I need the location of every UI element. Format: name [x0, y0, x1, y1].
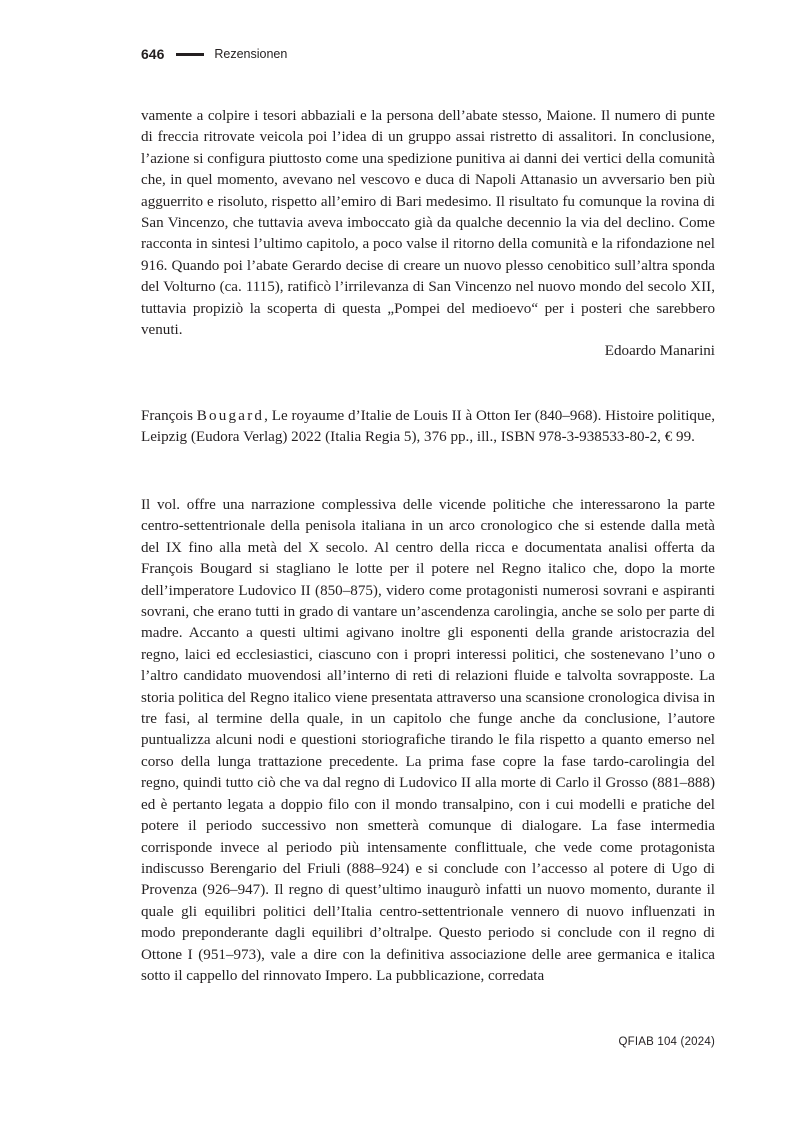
previous-review-text: vamente a colpire i tesori abbaziali e la persona dell’abate stesso, Maione. Il numero di punte di freccia ritrovate veicola poi l’idea di un gruppo assai ristretto di assalitori. In conclusione, l’azione si configura piuttosto come una spedizione punitiva ai danni dei vertici della comunità che, in quel momento, avevano nel vescovo e duca di Napoli Attanasio un avversario ben più agguerrito e risoluto, rispetto all’emiro di Bari medesimo. Il risultato fu comunque la rovina di San Vincenzo, che tuttavia aveva imboccato già da qualche decennio la via del declino. Come racconta in sintesi l’ultimo capitolo, a poco valse il ritorno della comunità e la rifondazione nel 916. Quando poi l’abate Gerardo decise di creare un nuovo plesso cenobitico sull’altra sponda del Volturno (ca. 1115), ratificò l’irrilevanza di San Vincenzo nel nuovo mondo del secolo XII, tuttavia propiziò la scoperta di questa „Pompei del medioevo“ per i posteri che sarebbero venuti. [141, 108, 715, 339]
page-number: 646 [141, 46, 165, 62]
author-last-name: Bougard [196, 408, 265, 424]
reviewer-signature: Edoardo Manarini [604, 343, 715, 360]
previous-review [141, 106, 715, 363]
review-body [141, 495, 715, 987]
book-citation [141, 406, 715, 449]
author-first-name: François [141, 408, 193, 424]
citation-details: , Le royaume d’Italie de Louis II à Otton Ier (840–968). Histoire politique, Leipzig (Eudora Verlag) 2022 (Italia Regia 5), 376 pp., ill., ISBN 978-3-938533-80-2, € 99. [141, 408, 715, 446]
header-rule [176, 53, 204, 56]
journal-footer: QFIAB 104 (2024) [618, 1036, 715, 1048]
review-text: Il vol. offre una narrazione complessiva delle vicende politiche che interessarono la parte centro-settentrionale della penisola italiana in un arco cronologico che si estende dalla metà del IX fino alla metà del X secolo. Al centro della ricca e documentata analisi offerta da François Bougard si stagliano le lotte per il potere nel Regno italico che, dopo la morte dell’imperatore Ludovico II (850–875), videro come protagonisti numerosi sovrani e aspiranti sovrani, che erano tutti in grado di vantare un’ascendenza carolingia, anche se solo per parte di madre. Accanto a questi ultimi agivano inoltre gli esponenti della grande aristocrazia del regno, laici ed ecclesiastici, ciascuno con i propri interessi politici, che sostenevano l’uno o l’altro candidato muovendosi all’interno di reti di relazioni fluide e talvolta sovrapposte. La storia politica del Regno italico viene presentata attraverso una scansione cronologica divisa in tre fasi, al termine della quale, in un capitolo che funge anche da conclusione, l’autore puntualizza alcuni nodi e questioni storiografiche tirando le fila rispetto a quanto emerso nel corso della lunga trattazione precedente. La prima fase copre la fase tardo-carolingia del regno, quindi tutto ciò che va dal regno di Ludovico II alla morte di Carlo il Grosso (881–888) ed è pertanto legata a doppio filo con il mondo transalpino, con i cui modelli e pratiche del potere il periodo successivo non smetterà comunque di dialogare. La fase intermedia corrisponde invece al periodo più intensamente conflittuale, che vede come protagonista indiscusso Berengario del Friuli (888–924) e si conclude con l’accesso al potere di Ugo di Provenza (926–947). Il regno di quest’ultimo inaugurò infatti un nuovo momento, durante il quale gli equilibri politici dell’Italia centro-settentrionale vennero di nuovo influenzati in modo preponderante dagli equilibri d’oltralpe. Questo periodo si conclude con il regno di Ottone I (951–973), vale a dire con la definitiva associazione delle aree germanica e italica sotto il cappello del rinnovato Impero. La pubblicazione, corredata [141, 497, 715, 984]
citation-text [141, 406, 715, 449]
section-title: Rezensionen [214, 47, 288, 61]
running-head [141, 44, 715, 64]
